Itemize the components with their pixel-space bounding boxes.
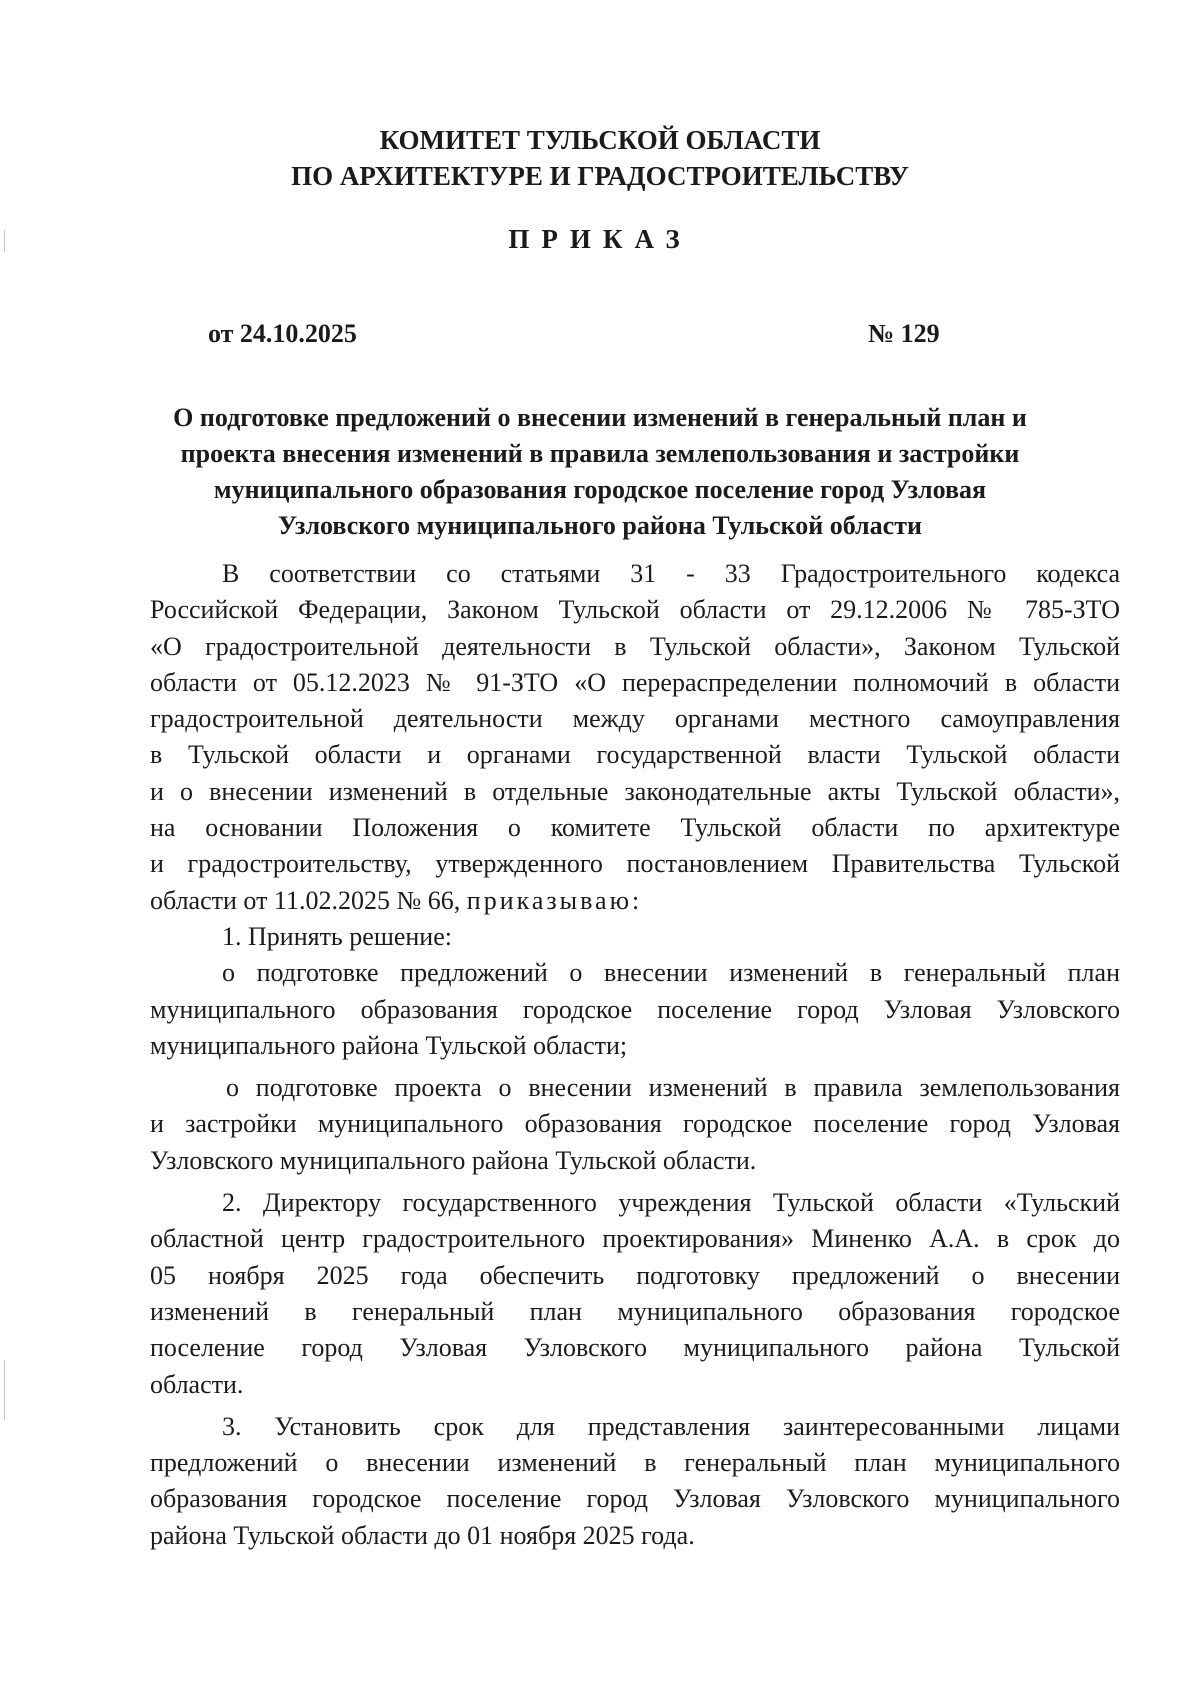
order-body <box>150 556 1120 1554</box>
preamble-line: в Тульской области и органами государственной власти Тульской области <box>150 740 1120 770</box>
header-line-2: ПО АРХИТЕКТУРЕ И ГРАДОСТРОИТЕЛЬСТВУ <box>291 161 909 191</box>
item-2-line: области. <box>150 1369 244 1399</box>
item-2-line: областной центр градостроительного проектирования» Миненко А.А. в срок до <box>150 1224 1120 1254</box>
preamble-line: В соответствии со статьями 31 - 33 Градостроительного кодекса <box>222 559 1120 588</box>
preamble-line: на основании Положения о комитете Тульской области по архитектуре <box>150 813 1120 843</box>
item-2-line: 05 ноября 2025 года обеспечить подготовку предложений о внесении <box>150 1260 1120 1290</box>
preamble-last-line <box>150 883 1120 919</box>
subject-line: муниципального образования городское поселение город Узловая <box>213 475 987 504</box>
preamble-line: градостроительной деятельности между органами местного самоуправления <box>150 704 1120 734</box>
preamble-line: и градостроительству, утвержденного постановлением Правительства Тульской <box>150 849 1120 879</box>
preamble-line: области от 05.12.2023 № 91-ЗТО «О перераспределении полномочий в области <box>150 667 1120 697</box>
item-1-title: 1. Принять решение: <box>222 921 452 951</box>
item-1b-line: о подготовке проекта о внесении изменений в правила землепользования <box>226 1073 1120 1103</box>
item-1a-line: муниципального района Тульской области; <box>150 1030 628 1060</box>
item-1a-line: муниципального образования городское поселение город Узловая Узловского <box>150 994 1120 1024</box>
item-3-line: предложений о внесении изменений в генеральный план муниципального <box>150 1448 1120 1478</box>
preamble-last-text: области от 11.02.2025 № 66, <box>150 885 461 915</box>
item-2-line: изменений в генеральный план муниципального образования городское <box>150 1296 1120 1326</box>
order-verb: приказываю: <box>466 885 643 915</box>
preamble-line: и о внесении изменений в отдельные законодательные акты Тульской области», <box>150 776 1120 806</box>
item-1a-line: о подготовке предложений о внесении изменений в генеральный план <box>222 958 1120 988</box>
order-subject <box>150 400 1050 544</box>
item-3-line: района Тульской области до 01 ноября 2025 года. <box>150 1520 695 1550</box>
item-1b-line: Узловского муниципального района Тульской области. <box>150 1145 757 1175</box>
item-3-line: образования городское поселение город Узловая Узловского муниципального <box>150 1484 1120 1514</box>
item-2-line: поселение город Узловая Узловского муниципального района Тульской <box>150 1333 1120 1363</box>
item-3-line: 3. Установить срок для представления заинтересованными лицами <box>222 1411 1120 1441</box>
item-1b-line: и застройки муниципального образования городское поселение город Узловая <box>150 1109 1120 1139</box>
item-2-line: 2. Директору государственного учреждения Тульской области «Тульский <box>222 1188 1120 1218</box>
subject-line: Узловского муниципального района Тульской области <box>278 511 922 540</box>
header-line-1: КОМИТЕТ ТУЛЬСКОЙ ОБЛАСТИ <box>379 125 821 155</box>
subject-line: О подготовке предложений о внесении изменений в генеральный план и <box>173 403 1027 432</box>
order-date: от 24.10.2025 <box>208 319 357 348</box>
scan-artifact <box>4 1360 5 1420</box>
preamble-line: Российской Федерации, Законом Тульской области от 29.12.2006 № 785-ЗТО <box>150 595 1120 625</box>
order-title: ПРИКАЗ <box>508 224 692 254</box>
order-number: № 129 <box>868 319 940 348</box>
subject-line: проекта внесения изменений в правила землепользования и застройки <box>180 439 1020 468</box>
preamble-line: «О градостроительной деятельности в Тульской области», Законом Тульской <box>150 631 1120 661</box>
